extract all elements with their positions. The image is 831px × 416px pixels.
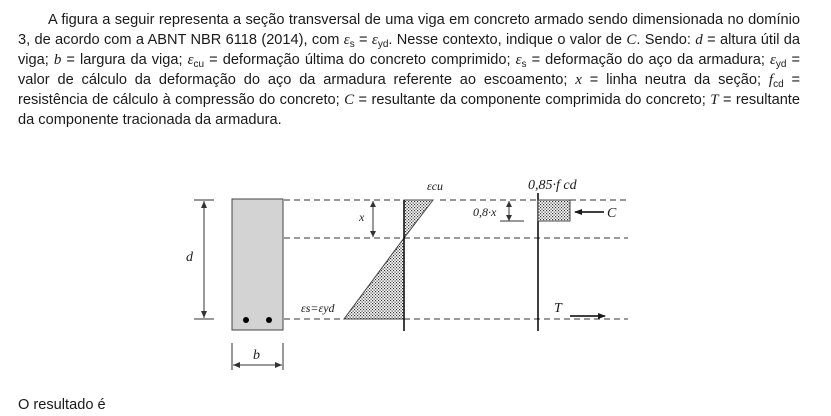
text-segment: = valor de cálculo da deformação do aço da armadura referente ao escoamento; [18, 52, 800, 88]
subscript: s [521, 59, 527, 70]
rebar-left [243, 317, 249, 323]
strain-tension-area [344, 238, 404, 319]
text-segment: . Nesse contexto, indique o valor de [388, 32, 627, 48]
text-segment: A figura a seguir representa a seção transversal de uma viga em concreto armado sendo dimensionada no domínio 3, de acordo com a ABNT NBR 6118 (2014), com [18, 12, 800, 48]
label-es-eyd: εs=εyd [301, 301, 335, 315]
label-x: x [359, 210, 365, 224]
subscript: yd [377, 39, 389, 50]
variable-symbol: C [626, 32, 637, 48]
subscript: s [349, 39, 355, 50]
variable-symbol: d [695, 32, 703, 48]
label-d: d [186, 250, 193, 265]
text-segment: . Sendo: [636, 32, 696, 48]
label-ecu: εcu [427, 179, 444, 193]
beam-cross-section [232, 199, 283, 330]
text-segment: = resultante da componente comprimida do concreto; [354, 92, 711, 108]
text-segment: = linha neutra da seção; [581, 72, 769, 88]
label-C: C [607, 206, 617, 221]
label-085fcd: 0,85·f cd [528, 178, 577, 193]
text-segment: = [354, 32, 372, 48]
subscript: yd [775, 59, 787, 70]
subscript: cd [773, 79, 784, 90]
epsilon-symbol: ε [187, 52, 194, 68]
text-segment: = deformação última do concreto comprimido; [204, 52, 516, 68]
label-T: T [554, 301, 562, 316]
footer-text: O resultado é [18, 397, 106, 413]
variable-symbol: b [53, 52, 62, 68]
label-08x: 0,8·x [473, 205, 497, 219]
text-segment: = resultante da componente tracionada da armadura. [18, 92, 800, 128]
strain-compression-area [404, 200, 433, 238]
variable-symbol: x [575, 72, 582, 88]
text-segment: = largura da viga; [61, 52, 188, 68]
text-segment: = altura útil da viga; [18, 32, 800, 68]
stress-block [538, 200, 570, 221]
rebar-right [266, 317, 272, 323]
epsilon-symbol: ε [343, 32, 350, 48]
variable-symbol: T [710, 92, 719, 108]
variable-symbol: f [768, 72, 774, 88]
epsilon-symbol: ε [769, 52, 776, 68]
text-segment: = resistência de cálculo à compressão do concreto; [18, 72, 801, 108]
epsilon-symbol: ε [515, 52, 522, 68]
text-segment: = deformação do aço da armadura; [526, 52, 770, 68]
variable-symbol: C [344, 92, 355, 108]
epsilon-symbol: ε [371, 32, 378, 48]
subscript: cu [193, 59, 205, 70]
label-b: b [253, 348, 260, 363]
